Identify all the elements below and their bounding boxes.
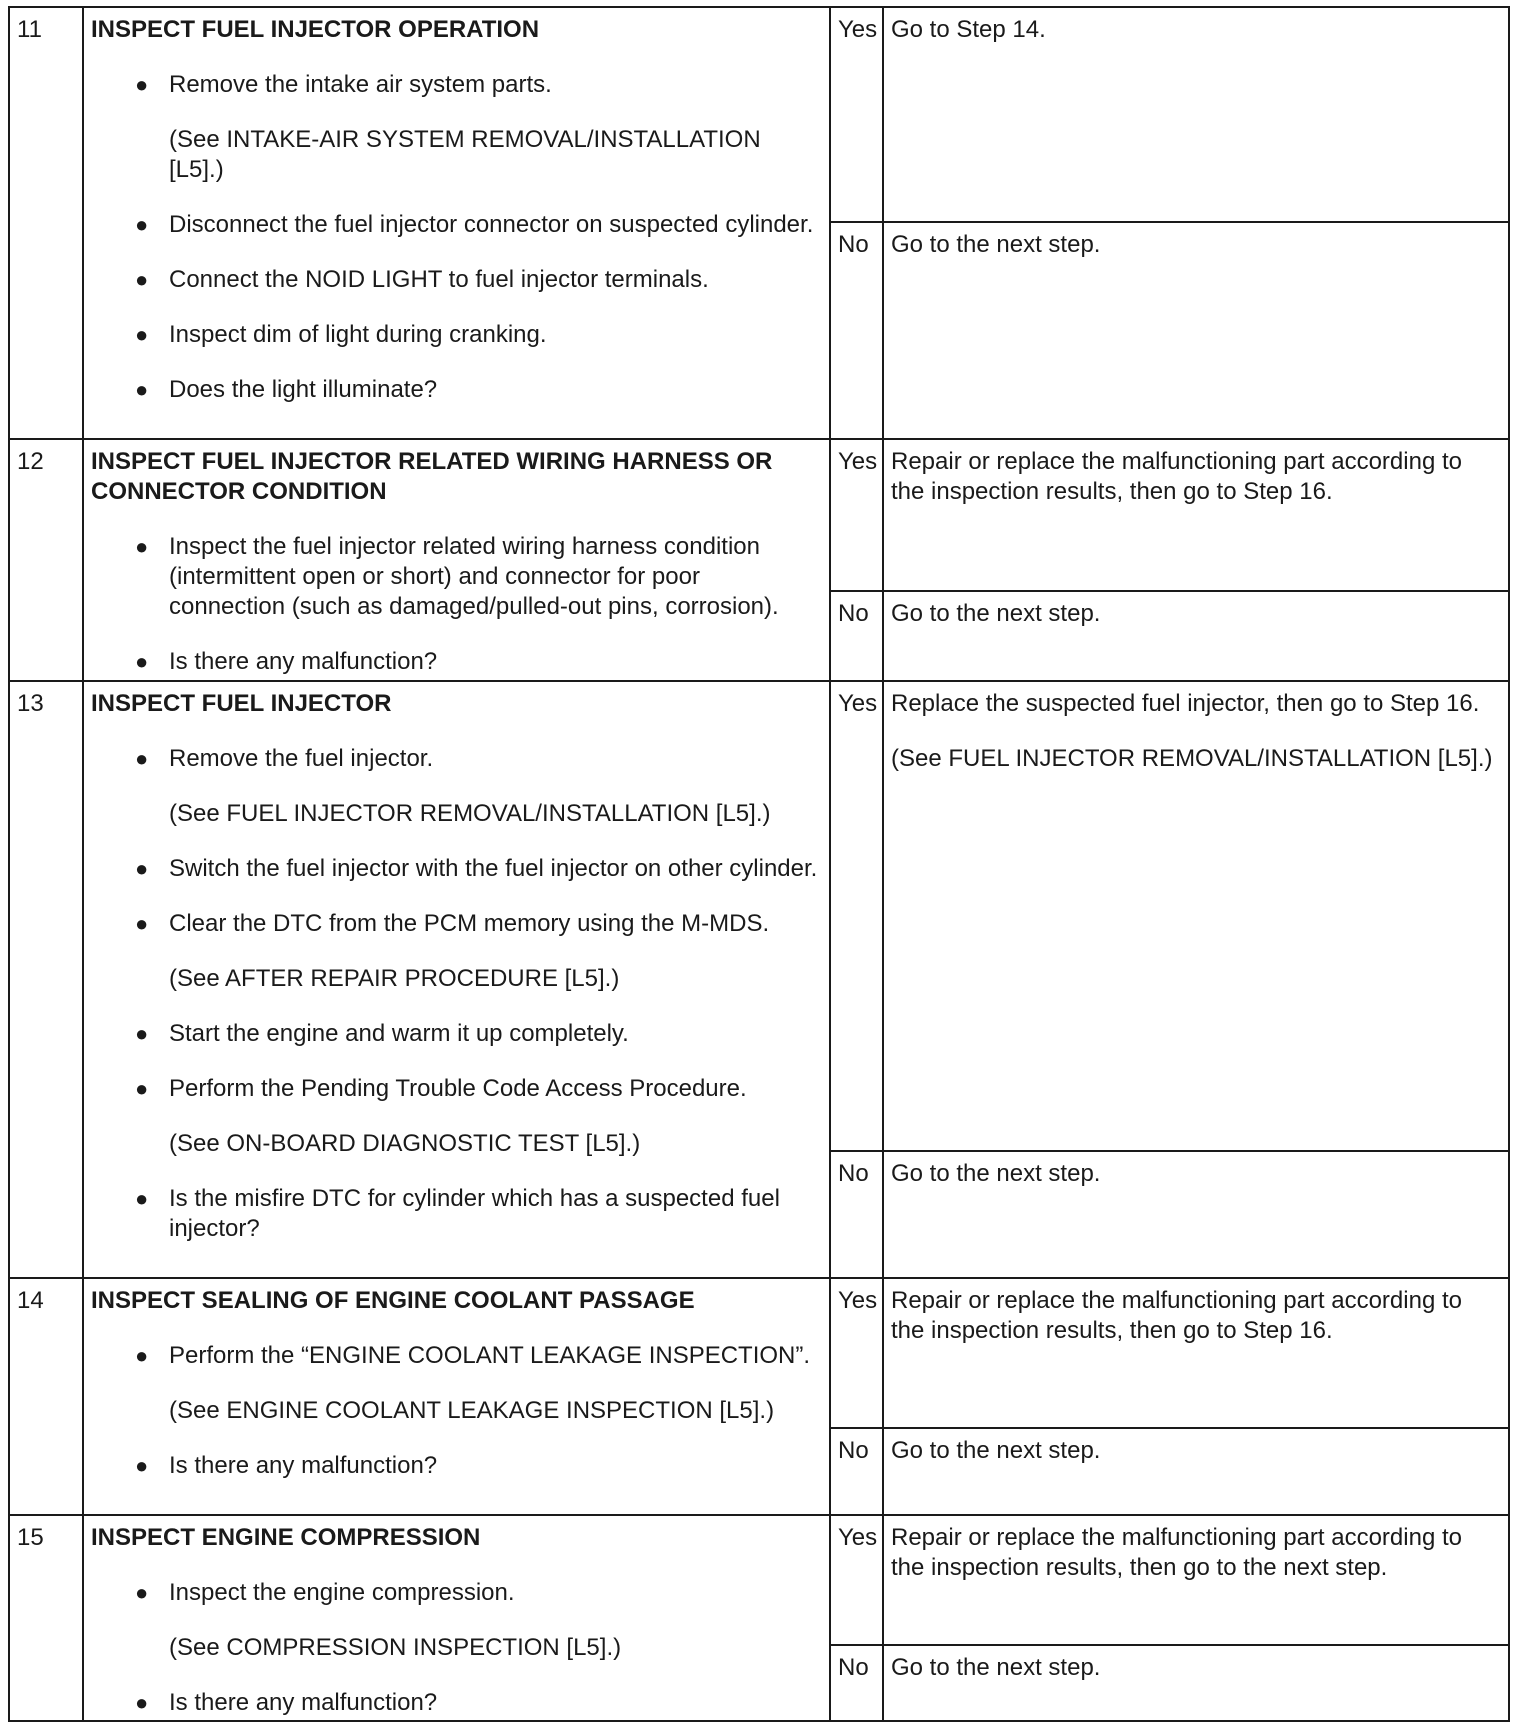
step-number: 13 [9, 681, 83, 1278]
bullet-item: ● Perform the “ENGINE COOLANT LEAKAGE INSPECTION”. [91, 1341, 822, 1371]
no-label: No [830, 222, 883, 439]
bullet-item: ● Remove the intake air system parts. [91, 70, 822, 100]
yes-action-reference: (See FUEL INJECTOR REMOVAL/INSTALLATION [L5].) [891, 745, 1493, 772]
step-row-yes [9, 7, 1509, 222]
bullet-item: ● Disconnect the fuel injector connector on suspected cylinder. [91, 210, 822, 240]
yes-label: Yes [830, 1278, 883, 1428]
step-item-list [91, 532, 822, 677]
reference-note: (See COMPRESSION INSPECTION [L5].) [169, 1634, 622, 1661]
step-title: INSPECT ENGINE COMPRESSION [91, 1524, 481, 1551]
step-title: INSPECT FUEL INJECTOR OPERATION [91, 16, 540, 43]
diagnostic-table [8, 6, 1510, 1722]
bullet-item: ● Start the engine and warm it up completely. [91, 1019, 822, 1049]
bullet-item: ● Inspect dim of light during cranking. [91, 320, 822, 350]
bullet-item: ● Perform the Pending Trouble Code Access Procedure. [91, 1074, 822, 1104]
bullet-item: ● Is the misfire DTC for cylinder which has a suspected fuel injector? [91, 1184, 822, 1244]
yes-action: Replace the suspected fuel injector, then go to Step 16. [891, 690, 1480, 717]
step-procedure [83, 439, 830, 681]
step-item-list [91, 70, 822, 405]
yes-action: Go to Step 14. [883, 7, 1509, 222]
step-row-yes [9, 681, 1509, 1151]
yes-action: Repair or replace the malfunctioning part according to the inspection results, then go to the next step. [883, 1515, 1509, 1645]
no-label: No [830, 1645, 883, 1721]
bullet-item: ● Is there any malfunction? [91, 1688, 822, 1718]
reference-note: (See ENGINE COOLANT LEAKAGE INSPECTION [L5].) [169, 1397, 775, 1424]
step-number: 14 [9, 1278, 83, 1515]
step-row-yes [9, 1515, 1509, 1645]
yes-label: Yes [830, 7, 883, 222]
reference-note: (See AFTER REPAIR PROCEDURE [L5].) [169, 965, 620, 992]
reference-note: (See INTAKE-AIR SYSTEM REMOVAL/INSTALLATION [L5].) [169, 126, 761, 183]
reference-note: (See FUEL INJECTOR REMOVAL/INSTALLATION [L5].) [169, 800, 771, 827]
bullet-item: ● Is there any malfunction? [91, 647, 822, 677]
no-label: No [830, 1151, 883, 1278]
step-procedure [83, 681, 830, 1278]
bullet-item: ● Switch the fuel injector with the fuel injector on other cylinder. [91, 854, 822, 884]
step-item-list [91, 1578, 822, 1718]
no-label: No [830, 591, 883, 681]
bullet-item: ● Connect the NOID LIGHT to fuel injector terminals. [91, 265, 822, 295]
reference-note: (See ON-BOARD DIAGNOSTIC TEST [L5].) [169, 1130, 641, 1157]
yes-label: Yes [830, 439, 883, 591]
step-procedure [83, 1278, 830, 1515]
step-title: INSPECT FUEL INJECTOR [91, 690, 392, 717]
bullet-item: ● Inspect the engine compression. [91, 1578, 822, 1608]
step-number: 11 [9, 7, 83, 439]
step-procedure [83, 7, 830, 439]
bullet-item: ● Does the light illuminate? [91, 375, 822, 405]
bullet-item: ● Clear the DTC from the PCM memory using the M-MDS. [91, 909, 822, 939]
step-title: INSPECT SEALING OF ENGINE COOLANT PASSAGE [91, 1287, 695, 1314]
step-title: INSPECT FUEL INJECTOR RELATED WIRING HARNESS OR CONNECTOR CONDITION [91, 448, 773, 505]
step-row-yes [9, 1278, 1509, 1428]
no-action: Go to the next step. [883, 222, 1509, 439]
no-action: Go to the next step. [883, 1151, 1509, 1278]
no-label: No [830, 1428, 883, 1515]
step-item-list [91, 1341, 822, 1481]
yes-label: Yes [830, 681, 883, 1151]
no-action: Go to the next step. [883, 1428, 1509, 1515]
yes-action-cell [883, 681, 1509, 1151]
step-number: 15 [9, 1515, 83, 1721]
step-row-yes [9, 439, 1509, 591]
yes-action: Repair or replace the malfunctioning part according to the inspection results, then go to Step 16. [883, 1278, 1509, 1428]
step-item-list [91, 744, 822, 1244]
yes-label: Yes [830, 1515, 883, 1645]
yes-action: Repair or replace the malfunctioning part according to the inspection results, then go to Step 16. [883, 439, 1509, 591]
bullet-item: ● Remove the fuel injector. [91, 744, 822, 774]
step-procedure [83, 1515, 830, 1721]
no-action: Go to the next step. [883, 1645, 1509, 1721]
diagnostic-procedure-sheet [8, 6, 1508, 1720]
no-action: Go to the next step. [883, 591, 1509, 681]
bullet-item: ● Inspect the fuel injector related wiring harness condition (intermittent open or short) and connector for poor connection (such as damaged/pulled-out pins, corrosion). [91, 532, 822, 622]
bullet-item: ● Is there any malfunction? [91, 1451, 822, 1481]
step-number: 12 [9, 439, 83, 681]
